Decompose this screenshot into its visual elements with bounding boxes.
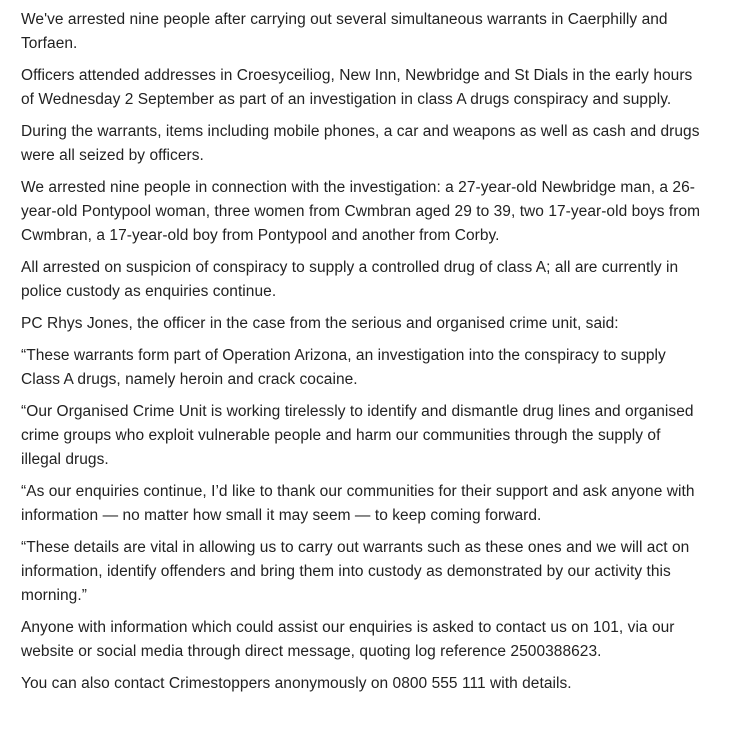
- paragraph-items-seized: During the warrants, items including mobile phones, a car and weapons as well as cash and drugs were all seized by officers.: [21, 123, 700, 164]
- quote-organised-crime-unit: “Our Organised Crime Unit is working tirelessly to identify and dismantle drug lines and organised crime groups who exploit vulnerable people and harm our communities through the supply of illegal drugs.: [21, 403, 694, 468]
- quote-operation-arizona: “These warrants form part of Operation Arizona, an investigation into the conspiracy to supply Class A drugs, namely heroin and crack cocaine.: [21, 347, 666, 388]
- paragraph-crimestoppers: You can also contact Crimestoppers anonymously on 0800 555 111 with details.: [21, 675, 572, 692]
- paragraph-arrested-people: We arrested nine people in connection with the investigation: a 27-year-old Newbridge man, a 26-year-old Pontypool woman, three women from Cwmbran aged 29 to 39, two 17-year-old boys from Cwmbran, a 17-year-old boy from Pontypool and another from Corby.: [21, 179, 701, 244]
- paragraph-arrests-summary: We've arrested nine people after carrying out several simultaneous warrants in Caerphilly and Torfaen.: [21, 11, 668, 52]
- paragraph-addresses: Officers attended addresses in Croesyceiliog, New Inn, Newbridge and St Dials in the early hours of Wednesday 2 September as part of an investigation in class A drugs conspiracy and supply.: [21, 67, 693, 108]
- paragraph-officer-intro: PC Rhys Jones, the officer in the case from the serious and organised crime unit, said:: [21, 315, 619, 332]
- paragraph-custody: All arrested on suspicion of conspiracy to supply a controlled drug of class A; all are currently in police custody as enquiries continue.: [21, 259, 679, 300]
- paragraph-contact-101: Anyone with information which could assist our enquiries is asked to contact us on 101, via our website or social media through direct message, quoting log reference 2500388623.: [21, 619, 675, 660]
- quote-details-vital: “These details are vital in allowing us to carry out warrants such as these ones and we will act on information, identify offenders and bring them into custody as demonstrated by our activity this morning.”: [21, 539, 690, 604]
- quote-thanks-communities: “As our enquiries continue, I’d like to thank our communities for their support and ask anyone with information — no matter how small it may seem — to keep coming forward.: [21, 483, 695, 524]
